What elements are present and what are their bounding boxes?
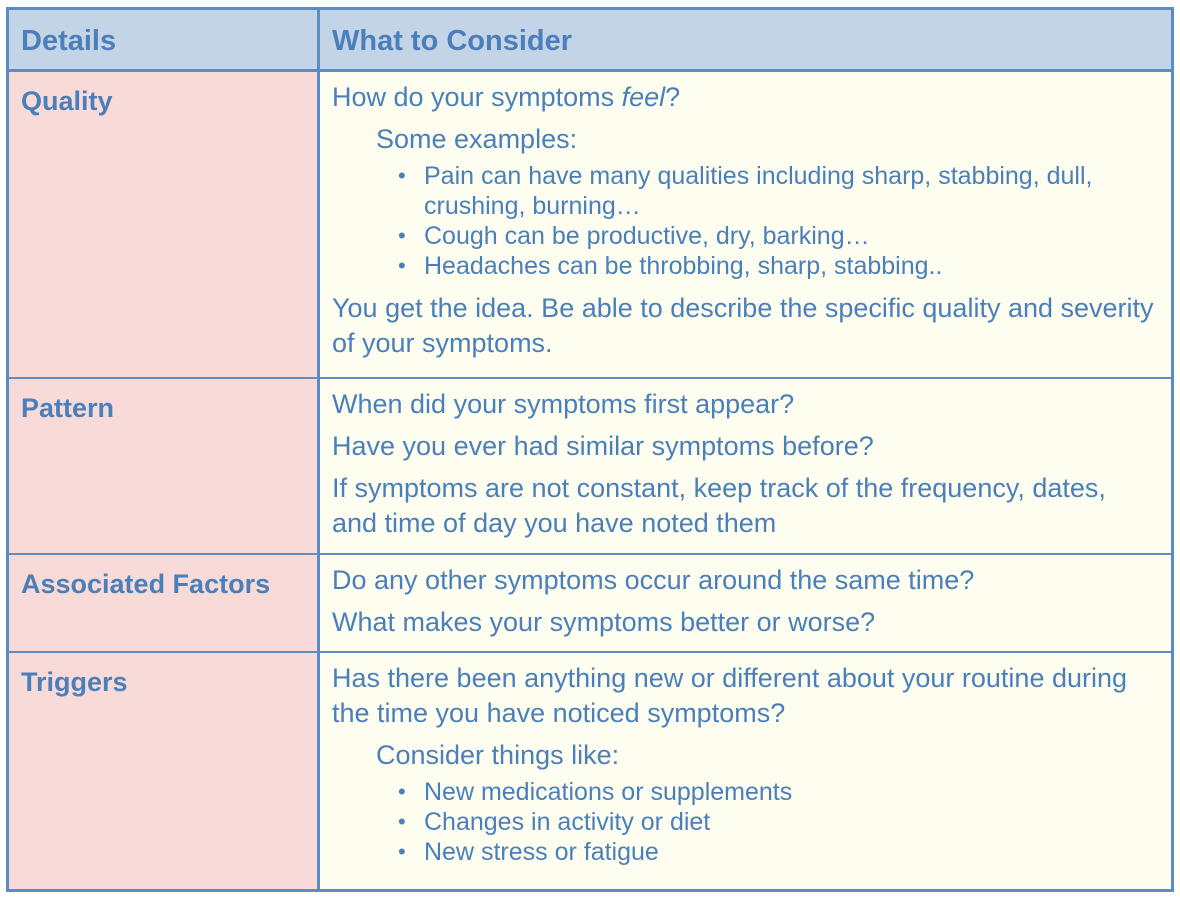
row-label-quality xyxy=(9,72,320,377)
row-label-text: Pattern xyxy=(21,393,115,423)
list-item xyxy=(398,161,1157,221)
header-what-to-consider xyxy=(320,10,1171,72)
quality-question-pre: How do your symptoms xyxy=(332,82,622,112)
quality-closing: You get the idea. Be able to describe the specific quality and severity of your symptoms. xyxy=(332,293,1154,358)
list-item-text: New medications or supplements xyxy=(424,778,793,806)
bullet-icon: • xyxy=(398,163,406,188)
header-details xyxy=(9,10,320,72)
triggers-example-list xyxy=(332,777,1157,867)
row-label-pattern xyxy=(9,377,320,553)
row-content-quality xyxy=(320,72,1171,377)
row-label-text: Associated Factors xyxy=(21,569,271,599)
associated-line: Do any other symptoms occur around the same time? xyxy=(332,565,975,595)
quality-question-post: ? xyxy=(665,82,681,112)
row-label-text: Triggers xyxy=(21,667,128,697)
list-item xyxy=(398,837,1157,867)
list-item xyxy=(398,221,1157,251)
row-content-pattern xyxy=(320,377,1171,553)
bullet-icon: • xyxy=(398,779,406,804)
list-item-text: New stress or fatigue xyxy=(424,838,659,866)
list-item-text: Cough can be productive, dry, barking… xyxy=(424,222,870,250)
pattern-line: Have you ever had similar symptoms before? xyxy=(332,431,874,461)
header-consider-label: What to Consider xyxy=(332,25,573,57)
header-details-label: Details xyxy=(21,25,117,57)
pattern-line: When did your symptoms first appear? xyxy=(332,389,795,419)
bullet-icon: • xyxy=(398,809,406,834)
bullet-icon: • xyxy=(398,253,406,278)
quality-subheading: Some examples: xyxy=(376,124,578,154)
list-item-text: Changes in activity or diet xyxy=(424,808,711,836)
associated-line: What makes your symptoms better or worse? xyxy=(332,607,876,637)
list-item xyxy=(398,777,1157,807)
list-item-text: Pain can have many qualities including sharp, stabbing, dull, crushing, burning… xyxy=(424,162,1093,220)
quality-question-emphasis: feel xyxy=(621,82,666,112)
bullet-icon: • xyxy=(398,839,406,864)
list-item xyxy=(398,807,1157,837)
list-item xyxy=(398,251,1157,281)
quality-question xyxy=(332,80,1157,115)
list-item-text: Headaches can be throbbing, sharp, stabbing.. xyxy=(424,252,943,280)
row-label-triggers xyxy=(9,651,320,889)
row-label-text: Quality xyxy=(21,86,113,116)
row-content-triggers xyxy=(320,651,1171,889)
triggers-subheading: Consider things like: xyxy=(376,740,620,770)
triggers-intro: Has there been anything new or different about your routine during the time you have noticed symptoms? xyxy=(332,663,1128,728)
bullet-icon: • xyxy=(398,223,406,248)
row-content-associated-factors xyxy=(320,553,1171,651)
symptom-details-table xyxy=(6,7,1174,892)
row-label-associated-factors xyxy=(9,553,320,651)
quality-example-list xyxy=(332,161,1157,281)
pattern-line: If symptoms are not constant, keep track of the frequency, dates, and time of day you have noted them xyxy=(332,473,1106,538)
